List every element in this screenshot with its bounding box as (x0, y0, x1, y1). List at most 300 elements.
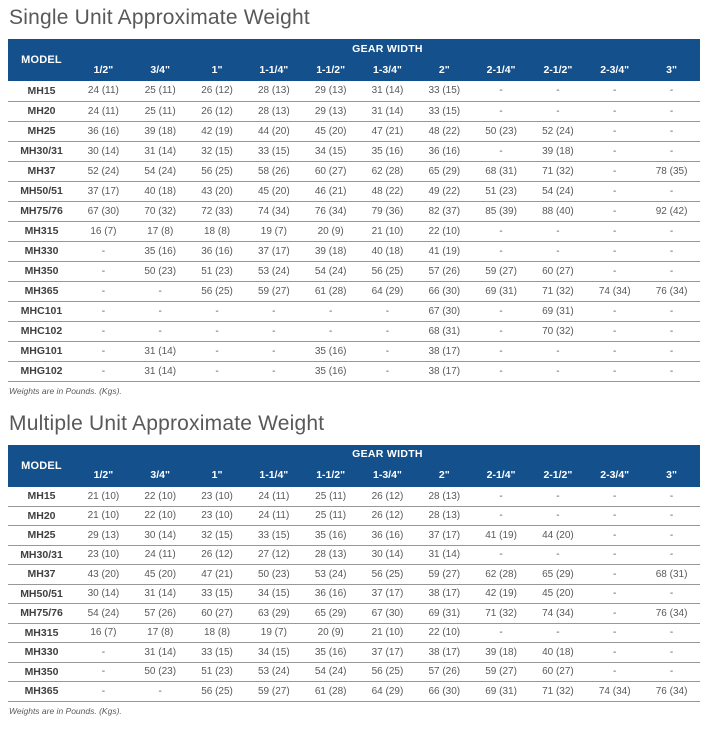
weight-cell: 52 (24) (530, 121, 587, 141)
weight-cell: 56 (25) (359, 261, 416, 281)
weight-cell: 19 (7) (245, 221, 302, 241)
weight-cell: 39 (18) (473, 643, 530, 663)
table-row (8, 141, 700, 161)
weight-cell: 74 (34) (245, 201, 302, 221)
weight-cell: 56 (25) (189, 161, 246, 181)
weight-cell: - (473, 487, 530, 507)
weight-cell: 25 (11) (132, 81, 189, 101)
weight-cell: 70 (32) (530, 321, 587, 341)
weight-cell: 26 (12) (359, 487, 416, 507)
model-cell: MH315 (8, 221, 75, 241)
weight-cell: 40 (18) (359, 241, 416, 261)
weight-cell: 34 (15) (245, 584, 302, 604)
weight-cell: 29 (13) (302, 101, 359, 121)
weight-cell: 22 (10) (132, 506, 189, 526)
single-unit-footnote: Weights are in Pounds. (Kgs). (9, 385, 122, 396)
weight-cell: 59 (27) (245, 682, 302, 702)
gear-width-column-header: 3/4" (132, 58, 189, 81)
weight-cell: 76 (34) (643, 281, 700, 301)
table-row (8, 565, 700, 585)
table-row (8, 341, 700, 361)
weight-cell: 35 (16) (132, 241, 189, 261)
model-column-header: MODEL (8, 39, 75, 81)
weight-cell: 24 (11) (132, 545, 189, 565)
weight-cell: 31 (14) (132, 341, 189, 361)
weight-cell: - (530, 81, 587, 101)
weight-cell: 16 (7) (75, 623, 132, 643)
weight-cell: 56 (25) (359, 662, 416, 682)
weight-cell: 17 (8) (132, 623, 189, 643)
weight-cell: 31 (14) (132, 643, 189, 663)
weight-cell: 44 (20) (530, 526, 587, 546)
gear-width-column-header: 1-1/2" (302, 464, 359, 487)
weight-cell: - (586, 584, 643, 604)
weight-cell: 36 (16) (302, 584, 359, 604)
gear-width-column-header: 1-3/4" (359, 58, 416, 81)
weight-cell: 70 (32) (132, 201, 189, 221)
weight-cell: 60 (27) (302, 161, 359, 181)
weight-cell: - (473, 321, 530, 341)
weight-cell: 22 (10) (132, 487, 189, 507)
weight-cell: 24 (11) (75, 101, 132, 121)
model-cell: MHG101 (8, 341, 75, 361)
weight-cell: - (643, 221, 700, 241)
multiple-unit-footnote: Weights are in Pounds. (Kgs). (9, 705, 122, 716)
weight-cell: 29 (13) (75, 526, 132, 546)
weight-cell: - (586, 201, 643, 221)
weight-cell: - (586, 161, 643, 181)
weight-cell: 40 (18) (132, 181, 189, 201)
weight-cell: - (586, 565, 643, 585)
weight-cell: 18 (8) (189, 221, 246, 241)
weight-cell: 23 (10) (75, 545, 132, 565)
table-row (8, 643, 700, 663)
weight-cell: 68 (31) (473, 161, 530, 181)
weight-cell: 51 (23) (189, 662, 246, 682)
gear-width-column-header: 2-1/4" (473, 58, 530, 81)
weight-cell: 48 (22) (416, 121, 473, 141)
weight-cell: 28 (13) (245, 81, 302, 101)
weight-cell: 50 (23) (245, 565, 302, 585)
weight-cell: 61 (28) (302, 281, 359, 301)
weight-cell: 30 (14) (132, 526, 189, 546)
table-row (8, 261, 700, 281)
weight-cell: 43 (20) (75, 565, 132, 585)
gear-width-column-header: 2" (416, 58, 473, 81)
weight-cell: - (473, 623, 530, 643)
weight-cell: 33 (15) (189, 643, 246, 663)
weight-cell: - (586, 526, 643, 546)
model-cell: MHC102 (8, 321, 75, 341)
weight-cell: 56 (25) (359, 565, 416, 585)
weight-cell: - (359, 301, 416, 321)
weight-cell: 33 (15) (189, 584, 246, 604)
model-cell: MH20 (8, 101, 75, 121)
weight-cell: 79 (36) (359, 201, 416, 221)
table-row (8, 506, 700, 526)
weight-cell: - (643, 526, 700, 546)
weight-cell: 50 (23) (132, 261, 189, 281)
table-row (8, 682, 700, 702)
weight-cell: - (245, 301, 302, 321)
table-row (8, 487, 700, 507)
weight-cell: 63 (29) (245, 604, 302, 624)
table-row (8, 101, 700, 121)
weight-cell: 68 (31) (643, 565, 700, 585)
weight-cell: - (586, 121, 643, 141)
weight-cell: 33 (15) (245, 526, 302, 546)
weight-cell: 31 (14) (132, 584, 189, 604)
weight-cell: 74 (34) (586, 281, 643, 301)
weight-cell: 69 (31) (473, 281, 530, 301)
weight-cell: 92 (42) (643, 201, 700, 221)
weight-cell: - (473, 81, 530, 101)
weight-cell: 37 (17) (75, 181, 132, 201)
weight-cell: 21 (10) (359, 221, 416, 241)
model-cell: MH75/76 (8, 604, 75, 624)
weight-cell: 82 (37) (416, 201, 473, 221)
weight-cell: - (473, 301, 530, 321)
weight-cell: 38 (17) (416, 361, 473, 381)
weight-cell: - (473, 221, 530, 241)
weight-cell: - (586, 643, 643, 663)
weight-cell: - (586, 221, 643, 241)
weight-cell: 52 (24) (75, 161, 132, 181)
weight-cell: 71 (32) (530, 161, 587, 181)
weight-cell: 65 (29) (302, 604, 359, 624)
weight-cell: - (302, 321, 359, 341)
weight-cell: 24 (11) (245, 487, 302, 507)
model-cell: MH330 (8, 241, 75, 261)
weight-cell: 37 (17) (416, 526, 473, 546)
weight-cell: 62 (28) (473, 565, 530, 585)
weight-cell: 45 (20) (245, 181, 302, 201)
weight-cell: 21 (10) (75, 506, 132, 526)
weight-cell: - (530, 101, 587, 121)
weight-cell: - (245, 341, 302, 361)
table-row (8, 221, 700, 241)
weight-cell: - (643, 545, 700, 565)
weight-cell: 74 (34) (586, 682, 643, 702)
weight-cell: - (473, 361, 530, 381)
weight-cell: - (643, 487, 700, 507)
weight-cell: 37 (17) (245, 241, 302, 261)
weight-cell: - (530, 221, 587, 241)
weight-cell: 17 (8) (132, 221, 189, 241)
weight-cell: 53 (24) (245, 662, 302, 682)
weight-cell: 22 (10) (416, 623, 473, 643)
weight-cell: 30 (14) (359, 545, 416, 565)
weight-cell: - (586, 81, 643, 101)
weight-cell: - (473, 506, 530, 526)
weight-cell: - (530, 241, 587, 261)
weight-cell: 50 (23) (473, 121, 530, 141)
weight-cell: 35 (16) (302, 341, 359, 361)
weight-cell: 71 (32) (530, 682, 587, 702)
weight-cell: 45 (20) (302, 121, 359, 141)
weight-cell: 65 (29) (530, 565, 587, 585)
model-cell: MH25 (8, 121, 75, 141)
weight-cell: - (530, 545, 587, 565)
weight-cell: 59 (27) (245, 281, 302, 301)
weight-cell: 38 (17) (416, 341, 473, 361)
gear-width-column-header: 1" (189, 464, 246, 487)
weight-cell: - (586, 506, 643, 526)
gear-width-column-header: 2-1/2" (530, 464, 587, 487)
weight-cell: 66 (30) (416, 281, 473, 301)
model-cell: MH30/31 (8, 141, 75, 161)
weight-cell: - (643, 341, 700, 361)
table-row (8, 201, 700, 221)
model-cell: MH15 (8, 487, 75, 507)
weight-cell: 72 (33) (189, 201, 246, 221)
weight-cell: 36 (16) (359, 526, 416, 546)
weight-cell: 56 (25) (189, 281, 246, 301)
weight-cell: 28 (13) (416, 506, 473, 526)
weight-cell: - (473, 101, 530, 121)
table-row (8, 321, 700, 341)
weight-cell: 69 (31) (416, 604, 473, 624)
weight-cell: - (75, 321, 132, 341)
weight-cell: - (643, 261, 700, 281)
model-cell: MH15 (8, 81, 75, 101)
table-row (8, 241, 700, 261)
weight-cell: 26 (12) (189, 101, 246, 121)
weight-cell: - (643, 121, 700, 141)
weight-cell: 47 (21) (189, 565, 246, 585)
weight-cell: 54 (24) (75, 604, 132, 624)
weight-cell: 53 (24) (302, 565, 359, 585)
weight-cell: 71 (32) (473, 604, 530, 624)
weight-cell: - (132, 321, 189, 341)
weight-cell: - (643, 241, 700, 261)
gear-width-column-header: 2" (416, 464, 473, 487)
weight-cell: - (586, 545, 643, 565)
weight-cell: 32 (15) (189, 141, 246, 161)
weight-cell: 50 (23) (132, 662, 189, 682)
multiple-unit-section-title: Multiple Unit Approximate Weight (9, 411, 325, 435)
weight-cell: - (132, 281, 189, 301)
weight-cell: - (75, 662, 132, 682)
weight-cell: - (530, 506, 587, 526)
weight-cell: 45 (20) (530, 584, 587, 604)
weight-cell: 26 (12) (189, 545, 246, 565)
weight-cell: 16 (7) (75, 221, 132, 241)
weight-cell: 35 (16) (302, 643, 359, 663)
weight-cell: 24 (11) (75, 81, 132, 101)
weight-cell: 65 (29) (416, 161, 473, 181)
weight-cell: 60 (27) (189, 604, 246, 624)
weight-cell: 33 (15) (416, 81, 473, 101)
weight-cell: 33 (15) (416, 101, 473, 121)
weight-cell: 67 (30) (416, 301, 473, 321)
weight-cell: - (473, 141, 530, 161)
weight-cell: - (75, 281, 132, 301)
weight-cell: 21 (10) (75, 487, 132, 507)
table-row (8, 281, 700, 301)
weight-cell: 26 (12) (359, 506, 416, 526)
weight-cell: - (643, 361, 700, 381)
weight-cell: - (189, 321, 246, 341)
weight-cell: 60 (27) (530, 261, 587, 281)
weight-cell: 59 (27) (416, 565, 473, 585)
weight-cell: 23 (10) (189, 487, 246, 507)
weight-cell: 20 (9) (302, 623, 359, 643)
weight-cell: 76 (34) (643, 604, 700, 624)
weight-cell: - (586, 261, 643, 281)
weight-cell: 54 (24) (302, 261, 359, 281)
weight-cell: - (643, 643, 700, 663)
weight-cell: 20 (9) (302, 221, 359, 241)
weight-cell: 27 (12) (245, 545, 302, 565)
weight-cell: 24 (11) (245, 506, 302, 526)
weight-cell: 37 (17) (359, 643, 416, 663)
weight-cell: 76 (34) (302, 201, 359, 221)
weight-cell: - (643, 584, 700, 604)
weight-cell: 60 (27) (530, 662, 587, 682)
weight-cell: - (586, 487, 643, 507)
model-cell: MH20 (8, 506, 75, 526)
weight-cell: 62 (28) (359, 161, 416, 181)
model-cell: MH50/51 (8, 584, 75, 604)
gear-width-column-header: 3" (643, 464, 700, 487)
weight-cell: - (189, 301, 246, 321)
weight-cell: 38 (17) (416, 643, 473, 663)
weight-cell: - (586, 341, 643, 361)
weight-cell: 36 (16) (189, 241, 246, 261)
weight-cell: 57 (26) (416, 261, 473, 281)
weight-cell: - (586, 321, 643, 341)
weight-cell: 58 (26) (245, 161, 302, 181)
weight-cell: 61 (28) (302, 682, 359, 702)
weight-cell: - (302, 301, 359, 321)
gear-width-group-header: GEAR WIDTH (75, 445, 700, 464)
weight-cell: 30 (14) (75, 141, 132, 161)
gear-width-column-header: 1/2" (75, 464, 132, 487)
weight-cell: 28 (13) (302, 545, 359, 565)
weight-cell: 38 (17) (416, 584, 473, 604)
weight-cell: 51 (23) (473, 181, 530, 201)
weight-cell: 74 (34) (530, 604, 587, 624)
weight-cell: 57 (26) (416, 662, 473, 682)
weight-cell: - (75, 241, 132, 261)
gear-width-group-header: GEAR WIDTH (75, 39, 700, 58)
table-row (8, 584, 700, 604)
table-row (8, 301, 700, 321)
weight-cell: - (75, 341, 132, 361)
weight-cell: 67 (30) (75, 201, 132, 221)
weight-cell: - (359, 361, 416, 381)
weight-cell: 39 (18) (530, 141, 587, 161)
weight-cell: 67 (30) (359, 604, 416, 624)
multiple-unit-weight-table (8, 445, 700, 702)
gear-width-column-header: 1-1/4" (245, 58, 302, 81)
gear-width-column-header: 2-1/4" (473, 464, 530, 487)
weight-cell: - (643, 141, 700, 161)
weight-cell: - (586, 301, 643, 321)
weight-cell: 41 (19) (473, 526, 530, 546)
weight-cell: 19 (7) (245, 623, 302, 643)
weight-cell: - (359, 321, 416, 341)
weight-cell: 28 (13) (416, 487, 473, 507)
weight-cell: 48 (22) (359, 181, 416, 201)
weight-cell: 42 (19) (189, 121, 246, 141)
weight-cell: 49 (22) (416, 181, 473, 201)
weight-cell: 18 (8) (189, 623, 246, 643)
weight-cell: 78 (35) (643, 161, 700, 181)
weight-cell: - (586, 361, 643, 381)
weight-cell: - (245, 321, 302, 341)
weight-cell: - (530, 487, 587, 507)
weight-cell: - (75, 361, 132, 381)
weight-cell: - (586, 604, 643, 624)
weight-cell: - (586, 623, 643, 643)
weight-cell: 64 (29) (359, 682, 416, 702)
weight-cell: - (473, 241, 530, 261)
weight-cell: - (530, 361, 587, 381)
weight-cell: - (643, 301, 700, 321)
weight-cell: 31 (14) (132, 361, 189, 381)
model-cell: MHG102 (8, 361, 75, 381)
weight-cell: 76 (34) (643, 682, 700, 702)
weight-cell: 41 (19) (416, 241, 473, 261)
model-cell: MH37 (8, 565, 75, 585)
weight-cell: 34 (15) (302, 141, 359, 161)
model-cell: MH330 (8, 643, 75, 663)
weight-cell: - (75, 301, 132, 321)
table-row (8, 623, 700, 643)
weight-cell: 22 (10) (416, 221, 473, 241)
weight-cell: 30 (14) (75, 584, 132, 604)
table-row (8, 361, 700, 381)
weight-cell: 39 (18) (302, 241, 359, 261)
model-cell: MH350 (8, 261, 75, 281)
weight-cell: 25 (11) (132, 101, 189, 121)
weight-cell: 23 (10) (189, 506, 246, 526)
weight-cell: 25 (11) (302, 506, 359, 526)
weight-cell: 69 (31) (473, 682, 530, 702)
table-row (8, 161, 700, 181)
weight-cell: - (530, 623, 587, 643)
weight-cell: - (643, 506, 700, 526)
weight-cell: 47 (21) (359, 121, 416, 141)
weight-cell: 69 (31) (530, 301, 587, 321)
model-cell: MH37 (8, 161, 75, 181)
weight-cell: - (643, 181, 700, 201)
table-row (8, 121, 700, 141)
gear-width-column-header: 1-1/2" (302, 58, 359, 81)
weight-cell: - (530, 341, 587, 361)
gear-width-column-header: 2-1/2" (530, 58, 587, 81)
weight-cell: 21 (10) (359, 623, 416, 643)
weight-cell: - (75, 261, 132, 281)
weight-cell: 37 (17) (359, 584, 416, 604)
weight-cell: 39 (18) (132, 121, 189, 141)
model-cell: MH75/76 (8, 201, 75, 221)
weight-cell: 53 (24) (245, 261, 302, 281)
weight-cell: 66 (30) (416, 682, 473, 702)
weight-cell: 54 (24) (530, 181, 587, 201)
weight-cell: 25 (11) (302, 487, 359, 507)
weight-cell: - (75, 682, 132, 702)
weight-cell: - (75, 643, 132, 663)
weight-cell: 56 (25) (189, 682, 246, 702)
weight-cell: 64 (29) (359, 281, 416, 301)
weight-cell: 35 (16) (302, 526, 359, 546)
table-row (8, 604, 700, 624)
weight-cell: 54 (24) (132, 161, 189, 181)
weight-cell: 51 (23) (189, 261, 246, 281)
